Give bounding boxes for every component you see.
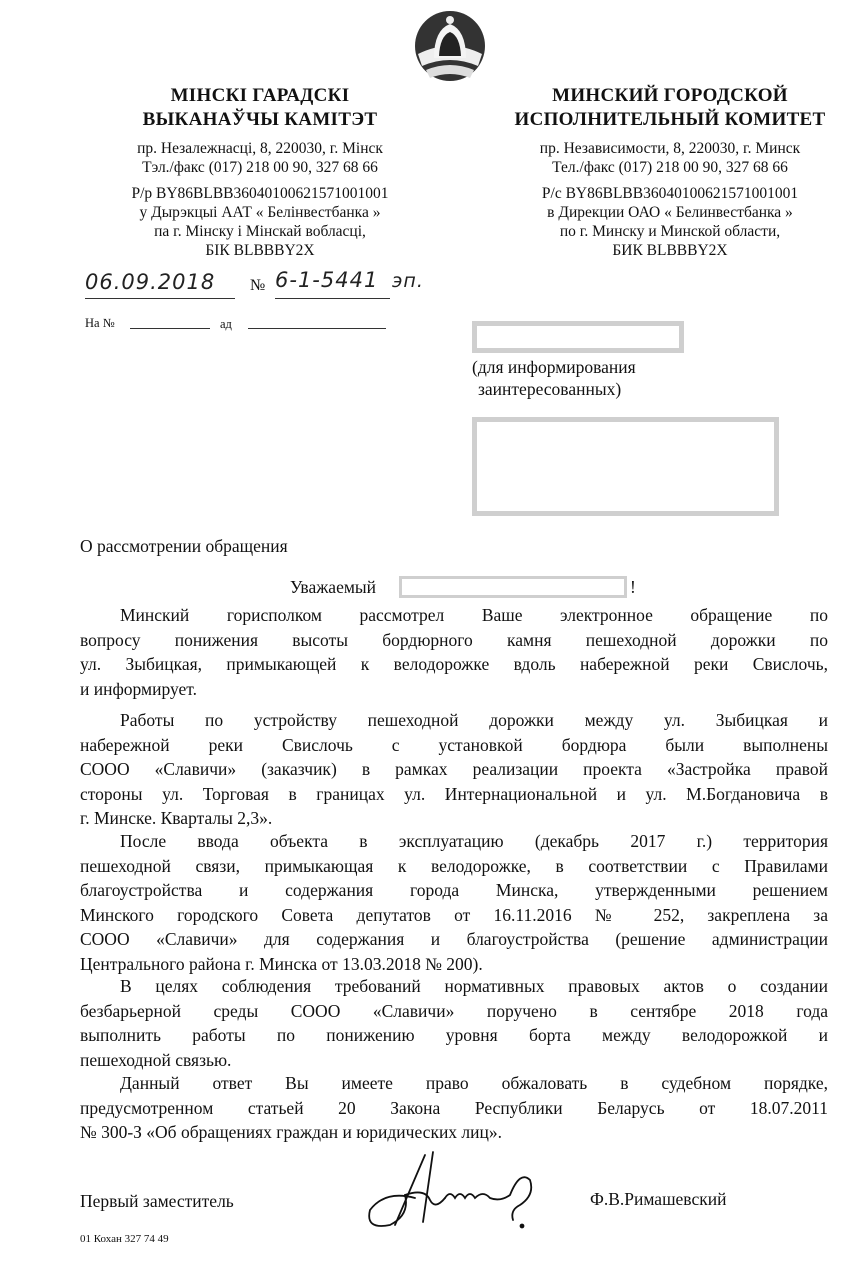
bank-line: па г. Мінску і Мінскай вобласці, xyxy=(154,223,366,240)
state-emblem-icon xyxy=(412,8,488,89)
text-line: Данный ответ Вы имеете право обжаловать в судебном порядке, xyxy=(120,1073,828,1093)
text-line: После ввода объекта в эксплуатацию (декабрь 2017 г.) территория xyxy=(120,831,828,851)
reference-from-label: ад xyxy=(220,317,232,331)
subject-line: О рассмотрении обращения xyxy=(80,536,288,556)
redacted-greeting-name xyxy=(399,576,627,598)
signatory-name: Ф.В.Римашевский xyxy=(590,1189,727,1209)
redacted-recipient-name xyxy=(472,321,684,353)
text-line: Минского городского Совета депутатов от 16.11.2016 № 252, закреплена за xyxy=(80,904,828,925)
phone-line: Тэл./факс (017) 218 00 90, 327 68 66 xyxy=(142,159,378,176)
org-name-line: МІНСКІ ГАРАДСКІ xyxy=(170,85,350,106)
number-field xyxy=(275,268,390,299)
text-line: безбарьерной среды СООО «Славичи» поручено в сентябре 2018 года xyxy=(80,1000,828,1021)
reference-date-blank xyxy=(248,314,386,329)
text-line: Центрального района г. Минска от 13.03.2018 № 200). xyxy=(80,953,483,974)
org-name-line: МИНСКИЙ ГОРОДСКОЙ xyxy=(552,85,788,106)
bank-line: БІК BLBBBY2X xyxy=(205,242,315,259)
handwritten-signature-icon xyxy=(355,1150,555,1240)
text-line: предусмотренном статьей 20 Закона Республики Беларусь от 18.07.2011 xyxy=(80,1097,828,1118)
bank-line: БИК BLBBBY2X xyxy=(612,242,728,259)
reference-label: На № xyxy=(85,316,115,330)
text-line: СООО «Славичи» для содержания и благоустройства (решение администрации xyxy=(80,929,828,950)
text-line: Минский горисполком рассмотрел Ваше электронное обращение по xyxy=(120,605,828,625)
org-name-line: ИСПОЛНИТЕЛЬНЫЙ КОМИТЕТ xyxy=(514,109,826,130)
text-line: пешеходной связи, примыкающая к велодорожке, в соответствии с Правилами xyxy=(80,855,828,876)
bank-line: в Дирекции ОАО « Белинвестбанка » xyxy=(547,204,793,221)
bank-line: Р/р BY86BLBB36040100621571001001 xyxy=(131,185,389,202)
text-line: вопросу понижения высоты бордюрного камня пешеходной дорожки по xyxy=(80,629,828,650)
text-line: г. Минске. Кварталы 2,3». xyxy=(80,808,273,829)
recipient-note-line: (для информирования xyxy=(472,357,636,377)
body-paragraph xyxy=(80,829,828,977)
phone-line: Тел./факс (017) 218 00 90, 327 68 66 xyxy=(552,159,788,176)
recipient-note-line: заинтересованных) xyxy=(478,379,622,399)
body-paragraph xyxy=(80,1071,828,1145)
text-line: и информирует. xyxy=(80,678,197,699)
body-paragraph xyxy=(80,974,828,1072)
text-line: № 300-З «Об обращениях граждан и юридических лиц». xyxy=(80,1122,503,1143)
text-line: В целях соблюдения требований нормативных правовых актов о создании xyxy=(120,976,828,996)
greeting-prefix: Уважаемый xyxy=(290,577,377,597)
text-line: выполнить работы по понижению уровня борта между велодорожкой и xyxy=(80,1025,828,1046)
handwritten-number: 6-1-5441 xyxy=(275,268,379,292)
letterhead-russian xyxy=(470,84,858,260)
text-line: ул. Зыбицкая, примыкающей к велодорожке вдоль набережной реки Свислочь, xyxy=(80,654,828,675)
text-line: набережной реки Свислочь с установкой бордюра были выполнены xyxy=(80,734,828,755)
handwritten-date: 06.09.2018 xyxy=(85,270,216,294)
bank-line: у Дырэкцыі ААТ « Белінвестбанка » xyxy=(139,204,381,221)
signatory-position: Первый заместитель xyxy=(80,1191,234,1211)
text-line: Работы по устройству пешеходной дорожки между ул. Зыбицкая и xyxy=(120,710,828,730)
number-suffix: эп. xyxy=(392,270,424,292)
number-label: № xyxy=(250,277,266,294)
greeting-suffix: ! xyxy=(630,577,636,597)
body-paragraph xyxy=(80,603,828,701)
text-line: СООО «Славичи» (заказчик) в рамках реализации проекта «Застройка правой xyxy=(80,759,828,780)
date-field xyxy=(85,270,235,299)
bank-line: по г. Минску и Минской области, xyxy=(559,223,781,240)
recipient-note xyxy=(472,356,636,400)
body-paragraph xyxy=(80,708,828,831)
executor-footer: 01 Кохан 327 74 49 xyxy=(80,1233,169,1245)
address-line: пр. Незалежнасці, 8, 220030, г. Мінск xyxy=(137,140,383,157)
bank-line: Р/с BY86BLBB36040100621571001001 xyxy=(541,185,799,202)
org-name-line: ВЫКАНАЎЧЫ КАМІТЭТ xyxy=(142,109,378,130)
redacted-recipient-address xyxy=(472,417,779,516)
text-line: пешеходной связью. xyxy=(80,1049,232,1070)
text-line: благоустройства и содержания города Минска, утвержденными решением xyxy=(80,880,828,901)
text-line: стороны ул. Торговая в границах ул. Интернациональной и ул. М.Богдановича в xyxy=(80,783,828,804)
letterhead-belarusian xyxy=(60,84,460,260)
address-line: пр. Независимости, 8, 220030, г. Минск xyxy=(539,140,801,157)
reference-number-blank xyxy=(130,314,210,329)
